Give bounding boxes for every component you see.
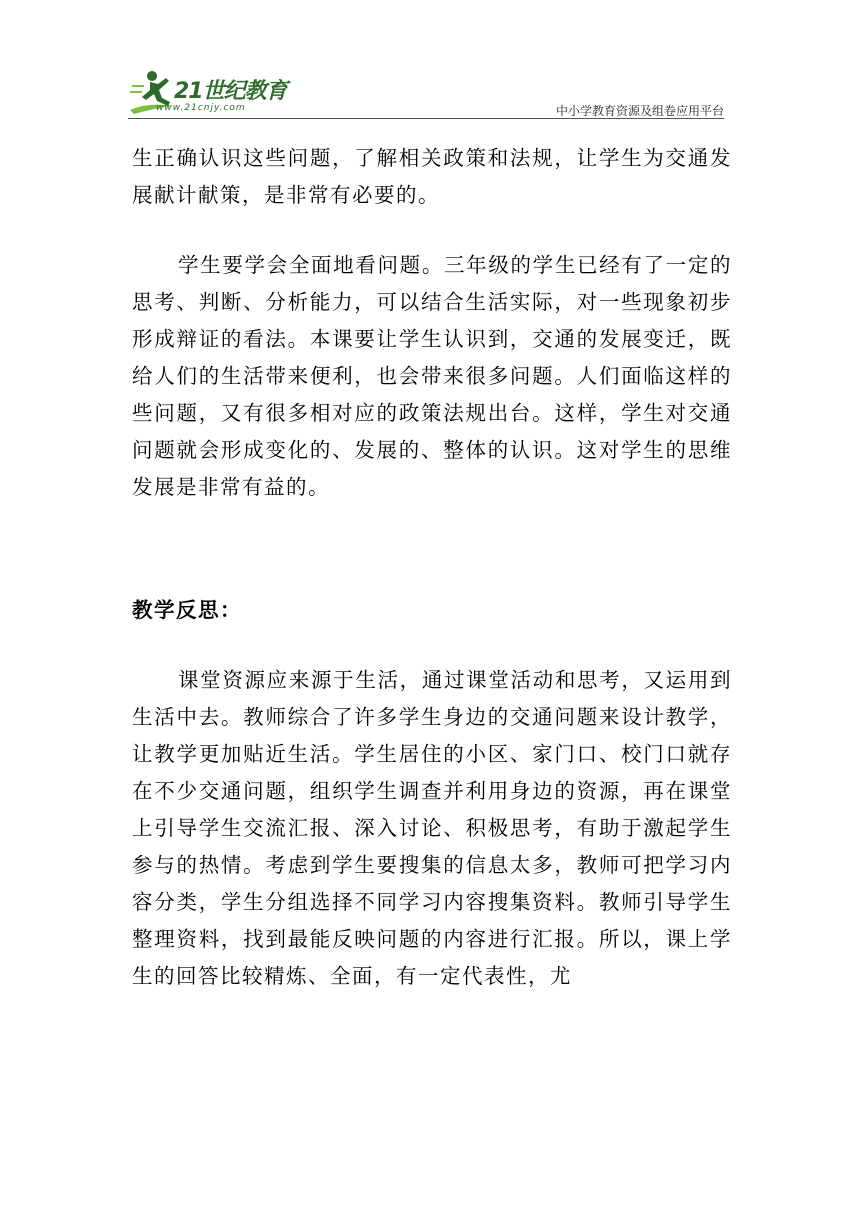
document-body [132,140,732,995]
paragraph-continuation: 生正确认识这些问题，了解相关政策和法规，让学生为交通发展献计献策，是非常有必要的。 [132,146,732,207]
page-header [128,66,724,118]
logo-title: 21世纪教育 [174,79,287,104]
header-tagline: 中小学教育资源及组卷应用平台 [555,104,724,118]
site-logo[interactable] [128,66,298,116]
logo-url: www.21cnjy.com [156,103,246,113]
header-divider [128,118,724,119]
paragraph-reflection: 课堂资源应来源于生活，通过课堂活动和思考，又运用到生活中去。教师综合了许多学生身边的交通问题来设计教学，让教学更加贴近生活。学生居住的小区、家门口、校门口就存在不少交通问题，组织学生调查并利用身边的资源，再在课堂上引导学生交流汇报、深入讨论、积极思考，有助于激起学生参与的热情。考虑到学生要搜集的信息太多，教师可把学习内容分类，学生分组选择不同学习内容搜集资料。教师引导学生整理资料，找到最能反映问题的内容进行汇报。所以，课上学生的回答比较精炼、全面，有一定代表性，尤 [132,668,732,988]
section-heading-reflection: 教学反思： [132,598,242,622]
paragraph-comprehensive-view: 学生要学会全面地看问题。三年级的学生已经有了一定的思考、判断、分析能力，可以结合生活实际，对一些现象初步形成辩证的看法。本课要让学生认识到，交通的发展变迁，既给人们的生活带来便利，也会带来很多问题。人们面临这样的些问题，又有很多相对应的政策法规出台。这样，学生对交通问题就会形成变化的、发展的、整体的认识。这对学生的思维发展是非常有益的。 [132,253,732,499]
